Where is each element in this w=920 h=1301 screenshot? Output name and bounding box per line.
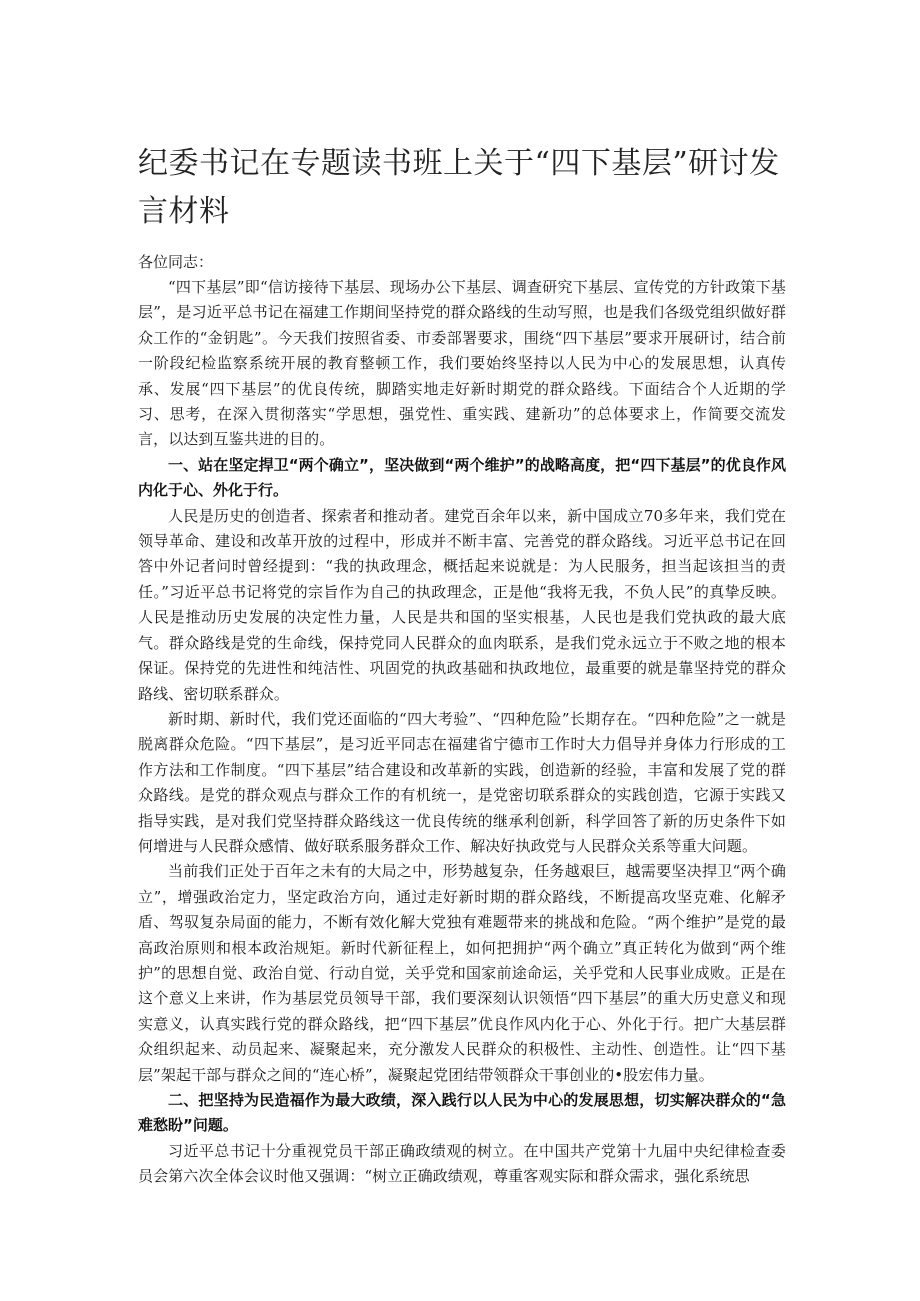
document-title: 纪委书记在专题读书班上关于“四下基层”研讨发言材料 <box>138 146 780 229</box>
section-2-heading: 二、把坚持为民造福作为最大政绩，深入践行以人民为中心的发展思想，切实解决群众的“急难愁盼”问题。 <box>138 1091 786 1135</box>
section-1-paragraph-1: 人民是历史的创造者、探索者和推动者。建党百余年以来，新中国成立70多年来，我们党在领导革命、建设和改革开放的过程中，形成并不断丰富、完善党的群众路线。习近平总书记在回答中外记者问时曾经提到：“我的执政理念，概括起来说就是：为人民服务，担当起该担当的责任。”习近平总书记将党的宗旨作为自己的执政理念，正是他“我将无我，不负人民”的真挚反映。人民是推动历史发展的决定性力量，人民是共和国的坚实根基，人民也是我们党执政的最大底气。群众路线是党的生命线，保持党同人民群众的血肉联系，是我们党永远立于不败之地的根本保证。保持党的先进性和纯洁性、巩固党的执政基础和执政地位，最重要的就是靠坚持党的群众路线、密切联系群众。 <box>138 506 786 703</box>
section-2-paragraph-1: 习近平总书记十分重视党员干部正确政绩观的树立。在中国共产党第十九届中央纪律检查委员会第六次全体会议时他又强调：“树立正确政绩观，尊重客观实际和群众需求，强化系统思 <box>138 1141 786 1186</box>
salutation: 各位同志： <box>138 253 214 271</box>
intro-paragraph: “四下基层”即“信访接待下基层、现场办公下基层、调查研究下基层、宣传党的方针政策下基层”，是习近平总书记在福建工作期间坚持党的群众路线的生动写照，也是我们各级党组织做好群众工作的“金钥匙”。今天我们按照省委、市委部署要求，围绕“四下基层”要求开展研讨，结合前一阶段纪检监察系统开展的教育整顿工作，我们要始终坚持以人民为中心的发展思想，认真传承、发展“四下基层”的优良传统，脚踏实地走好新时期党的群众路线。下面结合个人近期的学习、思考，在深入贯彻落实“学思想，强党性、重实践、建新功”的总体要求上，作简要交流发言，以达到互鉴共进的目的。 <box>138 278 786 449</box>
document-body <box>138 140 786 1190</box>
section-1-heading: 一、站在坚定捍卫“两个确立”，坚决做到“两个维护”的战略高度，把“四下基层”的优良作风内化于心、外化于行。 <box>138 455 786 500</box>
section-1-paragraph-3: 当前我们正处于百年之未有的大局之中，形势越复杂，任务越艰巨，越需要坚决捍卫“两个确立”，增强政治定力，坚定政治方向，通过走好新时期的群众路线，不断提高攻坚克难、化解矛盾、驾驭复杂局面的能力，不断有效化解大党独有难题带来的挑战和危险。“两个维护”是党的最高政治原则和根本政治规矩。新时代新征程上，如何把拥护“两个确立”真正转化为做到“两个维护”的思想自觉、政治自觉、行动自觉，关乎党和国家前途命运，关乎党和人民事业成败。正是在这个意义上来讲，作为基层党员领导干部，我们要深刻认识领悟“四下基层”的重大历史意义和现实意义，认真实践行党的群众路线，把“四下基层”优良作风内化于心、外化于行。把广大基层群众组织起来、动员起来、凝聚起来，充分激发人民群众的积极性、主动性、创造性。让“四下基层”架起干部与群众之间的“连心桥”，凝聚起党团结带领群众干事创业的•股宏伟力量。 <box>138 862 786 1084</box>
section-1-paragraph-2: 新时期、新时代，我们党还面临的“四大考验”、“四种危险”长期存在。“四种危险”之一就是脱离群众危险。“四下基层”，是习近平同志在福建省宁德市工作时大力倡导并身体力行形成的工作方法和工作制度。“四下基层”结合建设和改革新的实践，创造新的经验，丰富和发展了党的群众路线。是党的群众观点与群众工作的有机统一，是党密切联系群众的实践创造，它源于实践又指导实践，是对我们党坚持群众路线这一优良传统的继承利创新，科学回答了新的历史条件下如何增进与人民群众感情、做好联系服务群众工作、解决好执政党与人民群众关系等重大问题。 <box>138 709 786 855</box>
